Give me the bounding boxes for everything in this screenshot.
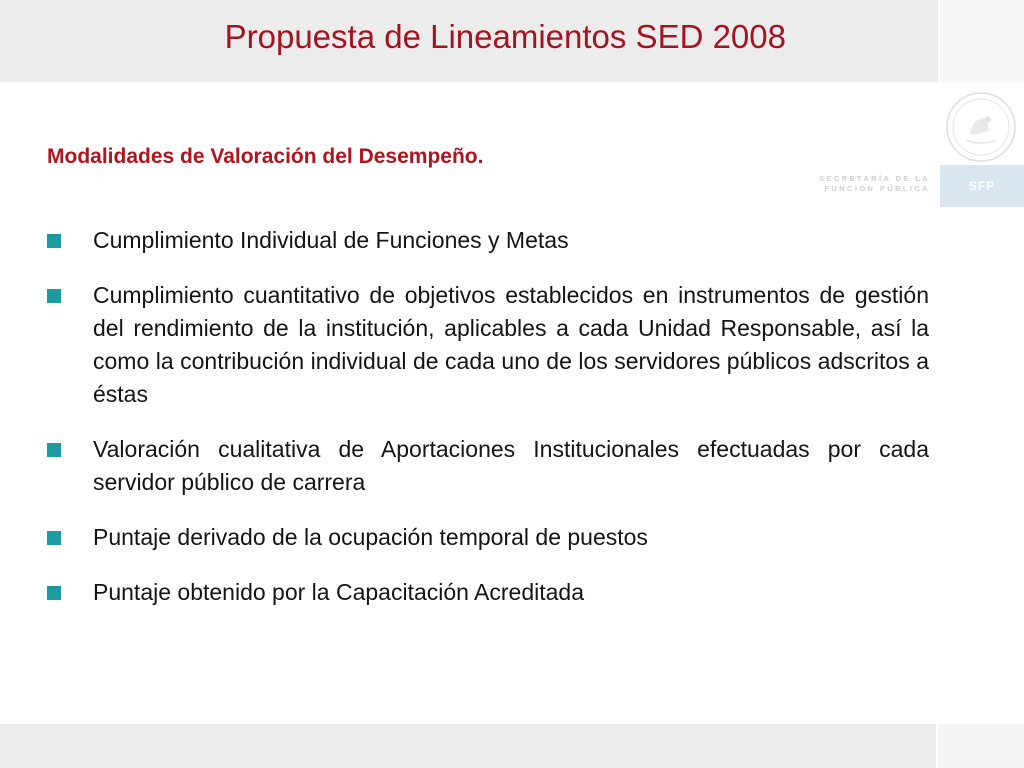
dependency-line: SECRETARÍA DE LA — [819, 174, 930, 183]
square-bullet-icon — [47, 443, 61, 457]
section-subtitle: Modalidades de Valoración del Desempeño. — [47, 145, 484, 168]
footer-right-strip — [938, 724, 1024, 768]
dependency-line: FUNCIÓN PÚBLICA — [824, 184, 930, 193]
header-right-strip — [940, 0, 1024, 82]
bullet-item — [47, 433, 929, 499]
bullet-item — [47, 521, 929, 554]
bullet-item — [47, 224, 929, 257]
bullet-text: Puntaje obtenido por la Capacitación Acreditada — [93, 579, 585, 605]
dependency-name — [790, 174, 930, 194]
square-bullet-icon — [47, 289, 61, 303]
bullet-item — [47, 279, 929, 411]
sfp-logo: SFP — [940, 165, 1024, 207]
bullet-item — [47, 576, 929, 609]
bullet-text: Cumplimiento cuantitativo de objetivos establecidos en instrumentos de gestión del rendimiento de la institución, aplicables a cada Unidad Responsable, así la como la contribución individual de cada uno de los servidores públicos adscritos a éstas — [93, 282, 929, 407]
square-bullet-icon — [47, 586, 61, 600]
header-band — [0, 0, 938, 82]
national-seal-icon — [944, 90, 1018, 164]
bullet-text: Puntaje derivado de la ocupación temporal de puestos — [93, 524, 648, 550]
square-bullet-icon — [47, 531, 61, 545]
bullet-list — [47, 224, 929, 631]
footer-band — [0, 724, 936, 768]
bullet-text: Valoración cualitativa de Aportaciones Institucionales efectuadas por cada servidor público de carrera — [93, 436, 929, 495]
slide-title: Propuesta de Lineamientos SED 2008 — [224, 18, 786, 55]
square-bullet-icon — [47, 234, 61, 248]
bullet-text: Cumplimiento Individual de Funciones y Metas — [93, 227, 569, 253]
